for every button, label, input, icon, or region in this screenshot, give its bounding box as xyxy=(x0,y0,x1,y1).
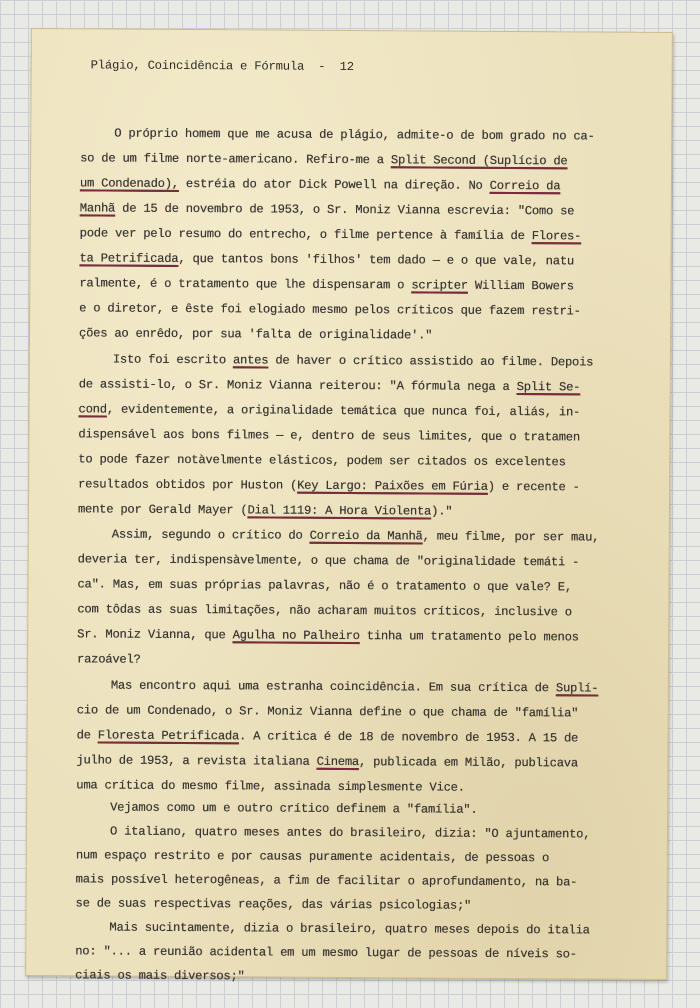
text-segment: julho de 1953, a revista italiana xyxy=(76,753,317,769)
text-segment: Isto foi escrito xyxy=(112,352,234,368)
text-segment: razoável? xyxy=(77,652,141,667)
text-segment: Mais sucintamente, dizia o brasileiro, quatro meses depois do italia xyxy=(109,920,590,938)
underlined-title: Key Largo: Paixões em Fúria xyxy=(297,478,488,494)
text-segment: ciais os mais diversos;" xyxy=(75,968,245,984)
underlined-title: Correio da Manhã xyxy=(309,528,423,544)
underlined-title: um Condenado), xyxy=(79,176,179,191)
underlined-title: Cinema xyxy=(316,754,360,770)
underlined-title: Split Second (Suplício de xyxy=(390,153,568,169)
text-line xyxy=(78,427,580,445)
underlined-title: antes xyxy=(232,353,269,368)
text-segment: Vejamos como um e outro crítico definem a "família". xyxy=(110,800,478,817)
text-line xyxy=(114,127,594,145)
text-line xyxy=(113,353,593,371)
text-line xyxy=(80,201,575,219)
text-segment: de assisti-lo, o Sr. Moniz Vianna reiterou: "A fórmula nega a xyxy=(78,377,517,395)
text-line xyxy=(76,753,578,771)
text-segment: mais possível heterogêneas, a fim de facilitar o aprofundamento, na ba- xyxy=(75,872,578,890)
text-line xyxy=(110,825,590,843)
text-line xyxy=(78,477,580,495)
text-segment: tinha um tratamento pelo menos xyxy=(359,629,579,645)
underlined-title: Flores- xyxy=(531,229,582,244)
text-line xyxy=(79,301,581,319)
text-segment: num espaço restrito e por causas puramente acidentais, de pessoas o xyxy=(75,848,550,866)
text-line xyxy=(112,528,600,546)
text-segment: mente por Gerald Mayer ( xyxy=(77,502,248,518)
text-segment: com tôdas as suas limitações, não acharam muitos críticos, inclusive o xyxy=(77,602,572,620)
text-segment: so de um filme norte-americano. Refiro-me a xyxy=(80,151,391,168)
text-segment: de xyxy=(76,728,98,743)
text-segment: ) e recente - xyxy=(487,479,580,495)
text-segment: Mas encontro aqui uma estranha coincidência. Em sua crítica de xyxy=(110,678,556,696)
text-line xyxy=(111,679,598,697)
text-line xyxy=(78,502,452,519)
underlined-title: scripter xyxy=(411,278,468,293)
text-line xyxy=(76,848,549,866)
text-segment: Sr. Moniz Vianna, que xyxy=(77,627,233,643)
underlined-title: Dial 1119: A Hora Violenta xyxy=(247,503,432,519)
text-segment: estréia do ator Dick Powell na direção. No xyxy=(178,176,490,193)
text-segment: , meu filme, por ser mau, xyxy=(422,529,600,545)
text-segment: O italiano, quatro meses antes do brasileiro, dizia: "O ajuntamento, xyxy=(109,824,591,842)
text-segment: , evidentemente, a originalidade temática que nunca foi, aliás, in- xyxy=(106,402,581,420)
text-line xyxy=(79,251,574,269)
text-line xyxy=(80,226,582,244)
text-line xyxy=(76,872,578,890)
text-segment: ralmente, é o tratamento que lhe dispensaram o xyxy=(79,276,412,293)
text-line xyxy=(80,151,567,169)
underlined-title: cond xyxy=(78,402,107,417)
text-line xyxy=(76,778,465,795)
text-line xyxy=(77,703,579,721)
text-segment: William Bowers xyxy=(467,278,574,294)
text-line xyxy=(79,326,432,343)
text-line xyxy=(75,968,245,984)
text-segment: ca". Mas, em suas próprias palavras, não é o tratamento o que vale? E, xyxy=(77,577,573,595)
text-line xyxy=(77,652,141,667)
underlined-title: Floresta Petrificada xyxy=(97,728,240,744)
text-line xyxy=(79,377,581,395)
text-segment: O próprio homem que me acusa de plágio, admite-o de bom grado no ca- xyxy=(114,126,595,144)
text-segment: e o diretor, e êste foi elogiado mesmo pelos críticos que fazem restri- xyxy=(79,301,581,319)
page-header: Plágio, Coincidência e Fórmula - 12 xyxy=(90,58,354,75)
text-line xyxy=(77,602,572,620)
underlined-title: ta Petrificada xyxy=(79,251,179,266)
underlined-title: Agulha no Palheiro xyxy=(232,628,360,644)
text-line xyxy=(79,402,581,420)
underlined-title: Suplí- xyxy=(555,681,599,696)
text-segment: uma crítica do mesmo filme, assinada simplesmente Vice. xyxy=(76,778,465,795)
text-line xyxy=(77,577,572,595)
text-line xyxy=(110,801,477,818)
text-segment: , publicada em Milão, publicava xyxy=(358,755,579,771)
text-segment: ções ao enrêdo, por sua 'falta de originalidade'." xyxy=(78,326,433,343)
text-line xyxy=(109,921,589,939)
text-segment: no: "... a reunião acidental em um mesmo lugar de pessoas de níveis so- xyxy=(75,944,577,962)
text-segment: , que tantos bons 'filhos' tem dado — e o que vale, natu xyxy=(178,251,575,269)
underlined-title: Manhã xyxy=(79,201,116,216)
text-segment: se de suas respectivas reações, das várias psicologias;" xyxy=(75,896,472,913)
underlined-title: Split Se- xyxy=(516,380,581,395)
text-segment: Assim, segundo o crítico do xyxy=(111,527,310,543)
text-line xyxy=(77,627,579,645)
text-line xyxy=(78,452,565,470)
text-line xyxy=(80,176,560,194)
text-line xyxy=(76,896,472,913)
text-segment: . A crítica é de 18 de novembro de 1953. A 15 de xyxy=(239,729,579,746)
text-segment: de haver o crítico assistido ao filme. Depois xyxy=(268,353,594,370)
text-line xyxy=(75,944,577,962)
text-segment: resultados obtidos por Huston ( xyxy=(78,477,298,493)
text-segment: pode ver pelo resumo do entrecho, o filme pertence à família de xyxy=(79,226,532,244)
text-segment: dispensável aos bons filmes — e, dentro de seus limites, que o tratamen xyxy=(78,427,580,445)
text-line xyxy=(77,728,579,746)
text-line xyxy=(79,276,574,294)
text-segment: de 15 de novembro de 1953, o Sr. Moniz Vianna escrevia: "Como se xyxy=(115,201,575,219)
text-segment: )." xyxy=(431,504,453,519)
text-segment: to pode fazer notàvelmente elásticos, podem ser citados os excelentes xyxy=(78,452,566,470)
typewritten-page xyxy=(25,28,673,984)
text-line xyxy=(78,552,580,570)
underlined-title: Correio da xyxy=(489,178,561,194)
text-segment: cio de um Condenado, o Sr. Moniz Vianna define o que chama de "família" xyxy=(76,703,579,721)
text-segment: deveria ter, indispensàvelmente, o que chama de "originalidade temáti - xyxy=(77,552,580,570)
